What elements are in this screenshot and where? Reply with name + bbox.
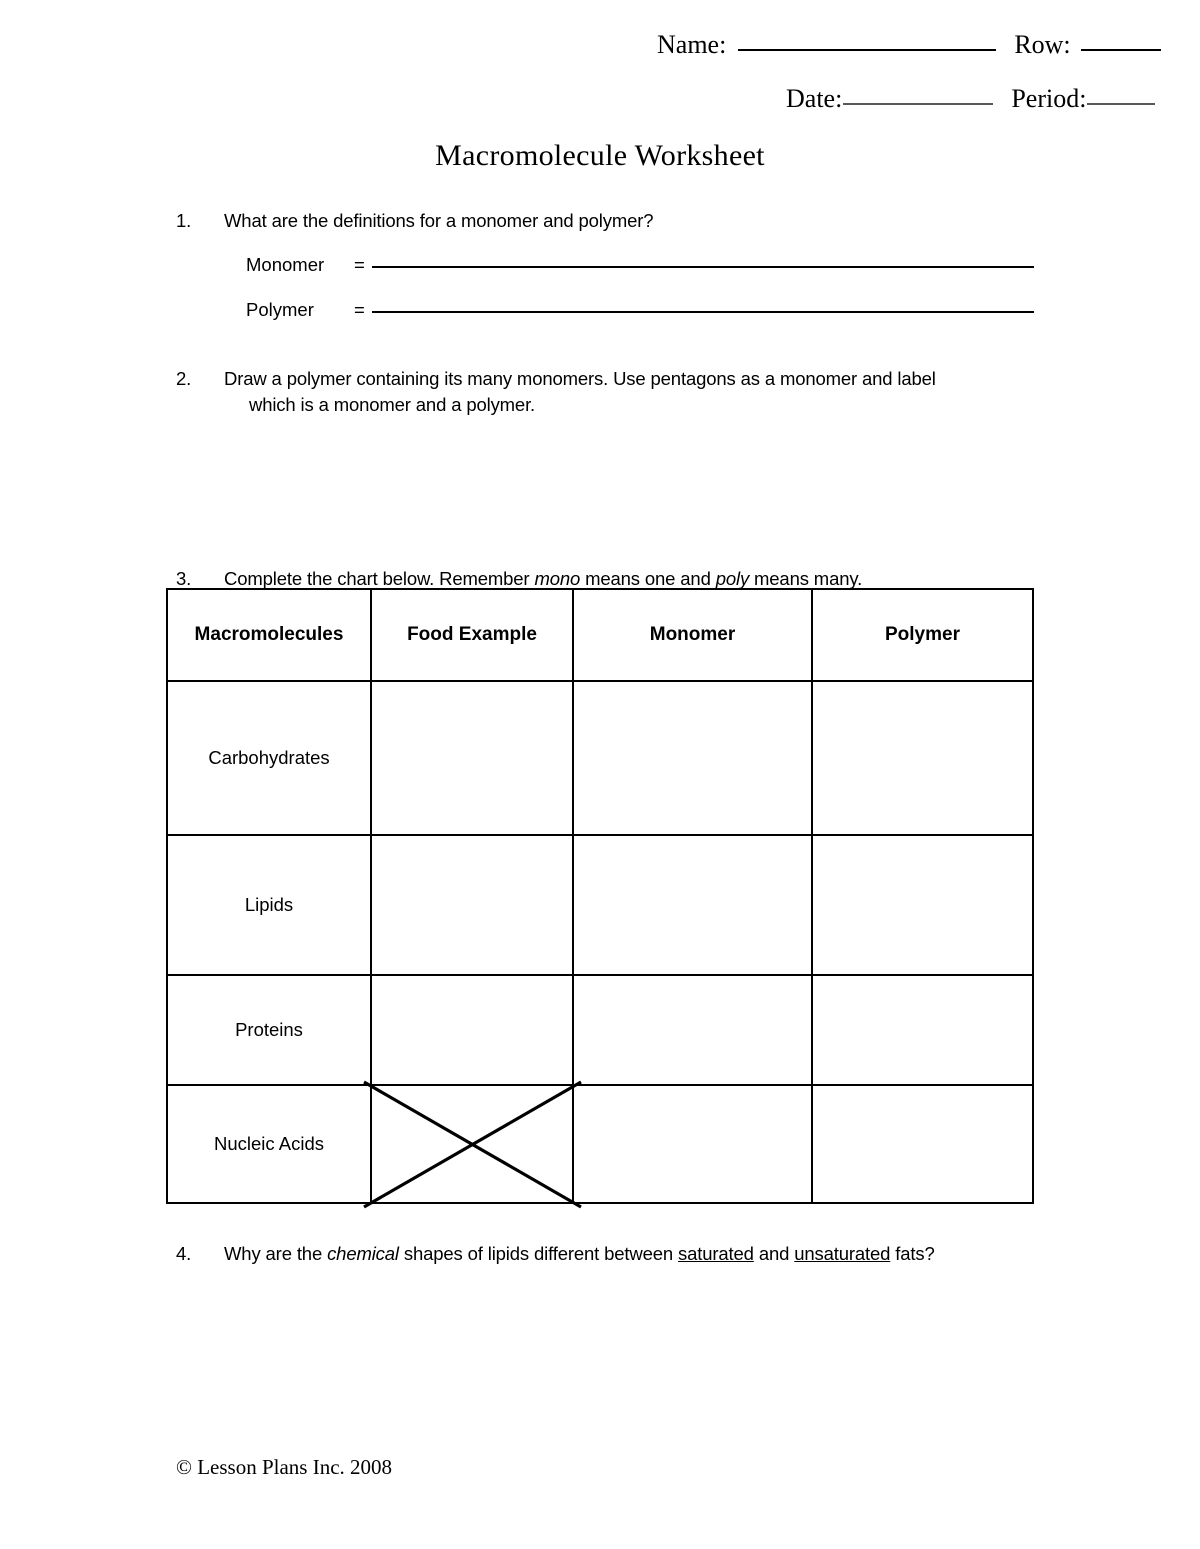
question-2-line-2: which is a monomer and a polymer. — [249, 393, 536, 415]
cell-nucleic-acids-monomer[interactable] — [573, 1085, 812, 1203]
header-date-row — [786, 86, 1155, 112]
question-3-italic-mono: mono — [534, 568, 581, 589]
question-1-text: What are the definitions for a monomer and polymer? — [224, 210, 654, 231]
question-4-text-mid: shapes of lipids different between — [398, 1243, 679, 1264]
polymer-answer-line[interactable] — [372, 311, 1034, 313]
column-header-monomer: Monomer — [573, 589, 812, 681]
table-header-row — [167, 589, 1033, 681]
page-title-text: Macromolecule Worksheet — [435, 139, 765, 172]
cell-carbohydrates-polymer[interactable] — [812, 681, 1033, 835]
cell-proteins-monomer[interactable] — [573, 975, 812, 1085]
date-label: Date: — [786, 84, 843, 113]
table-row — [167, 835, 1033, 975]
column-header-polymer: Polymer — [812, 589, 1033, 681]
column-header-macromolecules: Macromolecules — [167, 589, 371, 681]
page-title — [0, 139, 1200, 173]
cell-lipids-food[interactable] — [371, 835, 573, 975]
question-4-underline-saturated: saturated — [678, 1243, 754, 1264]
row-label-nucleic-acids: Nucleic Acids — [167, 1085, 371, 1203]
question-4-text-after: fats? — [890, 1243, 935, 1264]
cell-lipids-monomer[interactable] — [573, 835, 812, 975]
period-input-line[interactable] — [1087, 103, 1155, 105]
question-4-underline-unsaturated: unsaturated — [794, 1243, 891, 1264]
cell-carbohydrates-food[interactable] — [371, 681, 573, 835]
cell-lipids-polymer[interactable] — [812, 835, 1033, 975]
cell-proteins-food[interactable] — [371, 975, 573, 1085]
question-1 — [176, 208, 653, 234]
column-header-food-example: Food Example — [371, 589, 573, 681]
row-label: Row: — [1014, 30, 1071, 59]
question-2-number: 2. — [176, 368, 192, 389]
monomer-answer-line[interactable] — [372, 266, 1034, 268]
cell-nucleic-acids-polymer[interactable] — [812, 1085, 1033, 1203]
question-3-text-mid: means one and — [580, 568, 716, 589]
macromolecule-chart-table — [166, 588, 1034, 1204]
question-2 — [176, 366, 936, 417]
question-2-text — [224, 366, 936, 417]
row-label-carbohydrates: Carbohydrates — [167, 681, 371, 835]
date-input-line[interactable] — [843, 103, 993, 105]
question-4-italic-chemical: chemical — [327, 1243, 399, 1264]
question-3-italic-poly: poly — [715, 568, 750, 589]
copyright-footer: © Lesson Plans Inc. 2008 — [176, 1455, 393, 1479]
question-1-number: 1. — [176, 210, 192, 231]
row-input-line[interactable] — [1081, 49, 1161, 51]
question-1-polymer-answer — [246, 299, 1034, 321]
table-row — [167, 975, 1033, 1085]
polymer-equals-sign: = — [354, 299, 365, 320]
cell-carbohydrates-monomer[interactable] — [573, 681, 812, 835]
monomer-equals-sign: = — [354, 254, 365, 275]
cell-proteins-polymer[interactable] — [812, 975, 1033, 1085]
question-4-text-mid-2: and — [753, 1243, 795, 1264]
name-input-line[interactable] — [738, 49, 996, 51]
table-row — [167, 1085, 1033, 1203]
monomer-label: Monomer — [246, 254, 325, 275]
name-label: Name: — [657, 30, 727, 59]
question-3-number: 3. — [176, 568, 192, 589]
question-3-text-after: means many. — [749, 568, 863, 589]
header-name-row — [657, 32, 1161, 58]
row-label-lipids: Lipids — [167, 835, 371, 975]
question-3-text-before: Complete the chart below. Remember — [224, 568, 535, 589]
period-label: Period: — [1011, 84, 1087, 113]
row-label-proteins: Proteins — [167, 975, 371, 1085]
question-1-monomer-answer — [246, 254, 1034, 276]
cell-nucleic-acids-food-crossed-out — [371, 1085, 573, 1203]
polymer-label: Polymer — [246, 299, 314, 320]
question-4-number: 4. — [176, 1243, 192, 1264]
table-row — [167, 681, 1033, 835]
question-4 — [176, 1241, 935, 1267]
question-4-text-before: Why are the — [224, 1243, 328, 1264]
question-2-line-1: Draw a polymer containing its many monomers. Use pentagons as a monomer and label — [224, 368, 936, 389]
question-4-text — [224, 1241, 935, 1267]
